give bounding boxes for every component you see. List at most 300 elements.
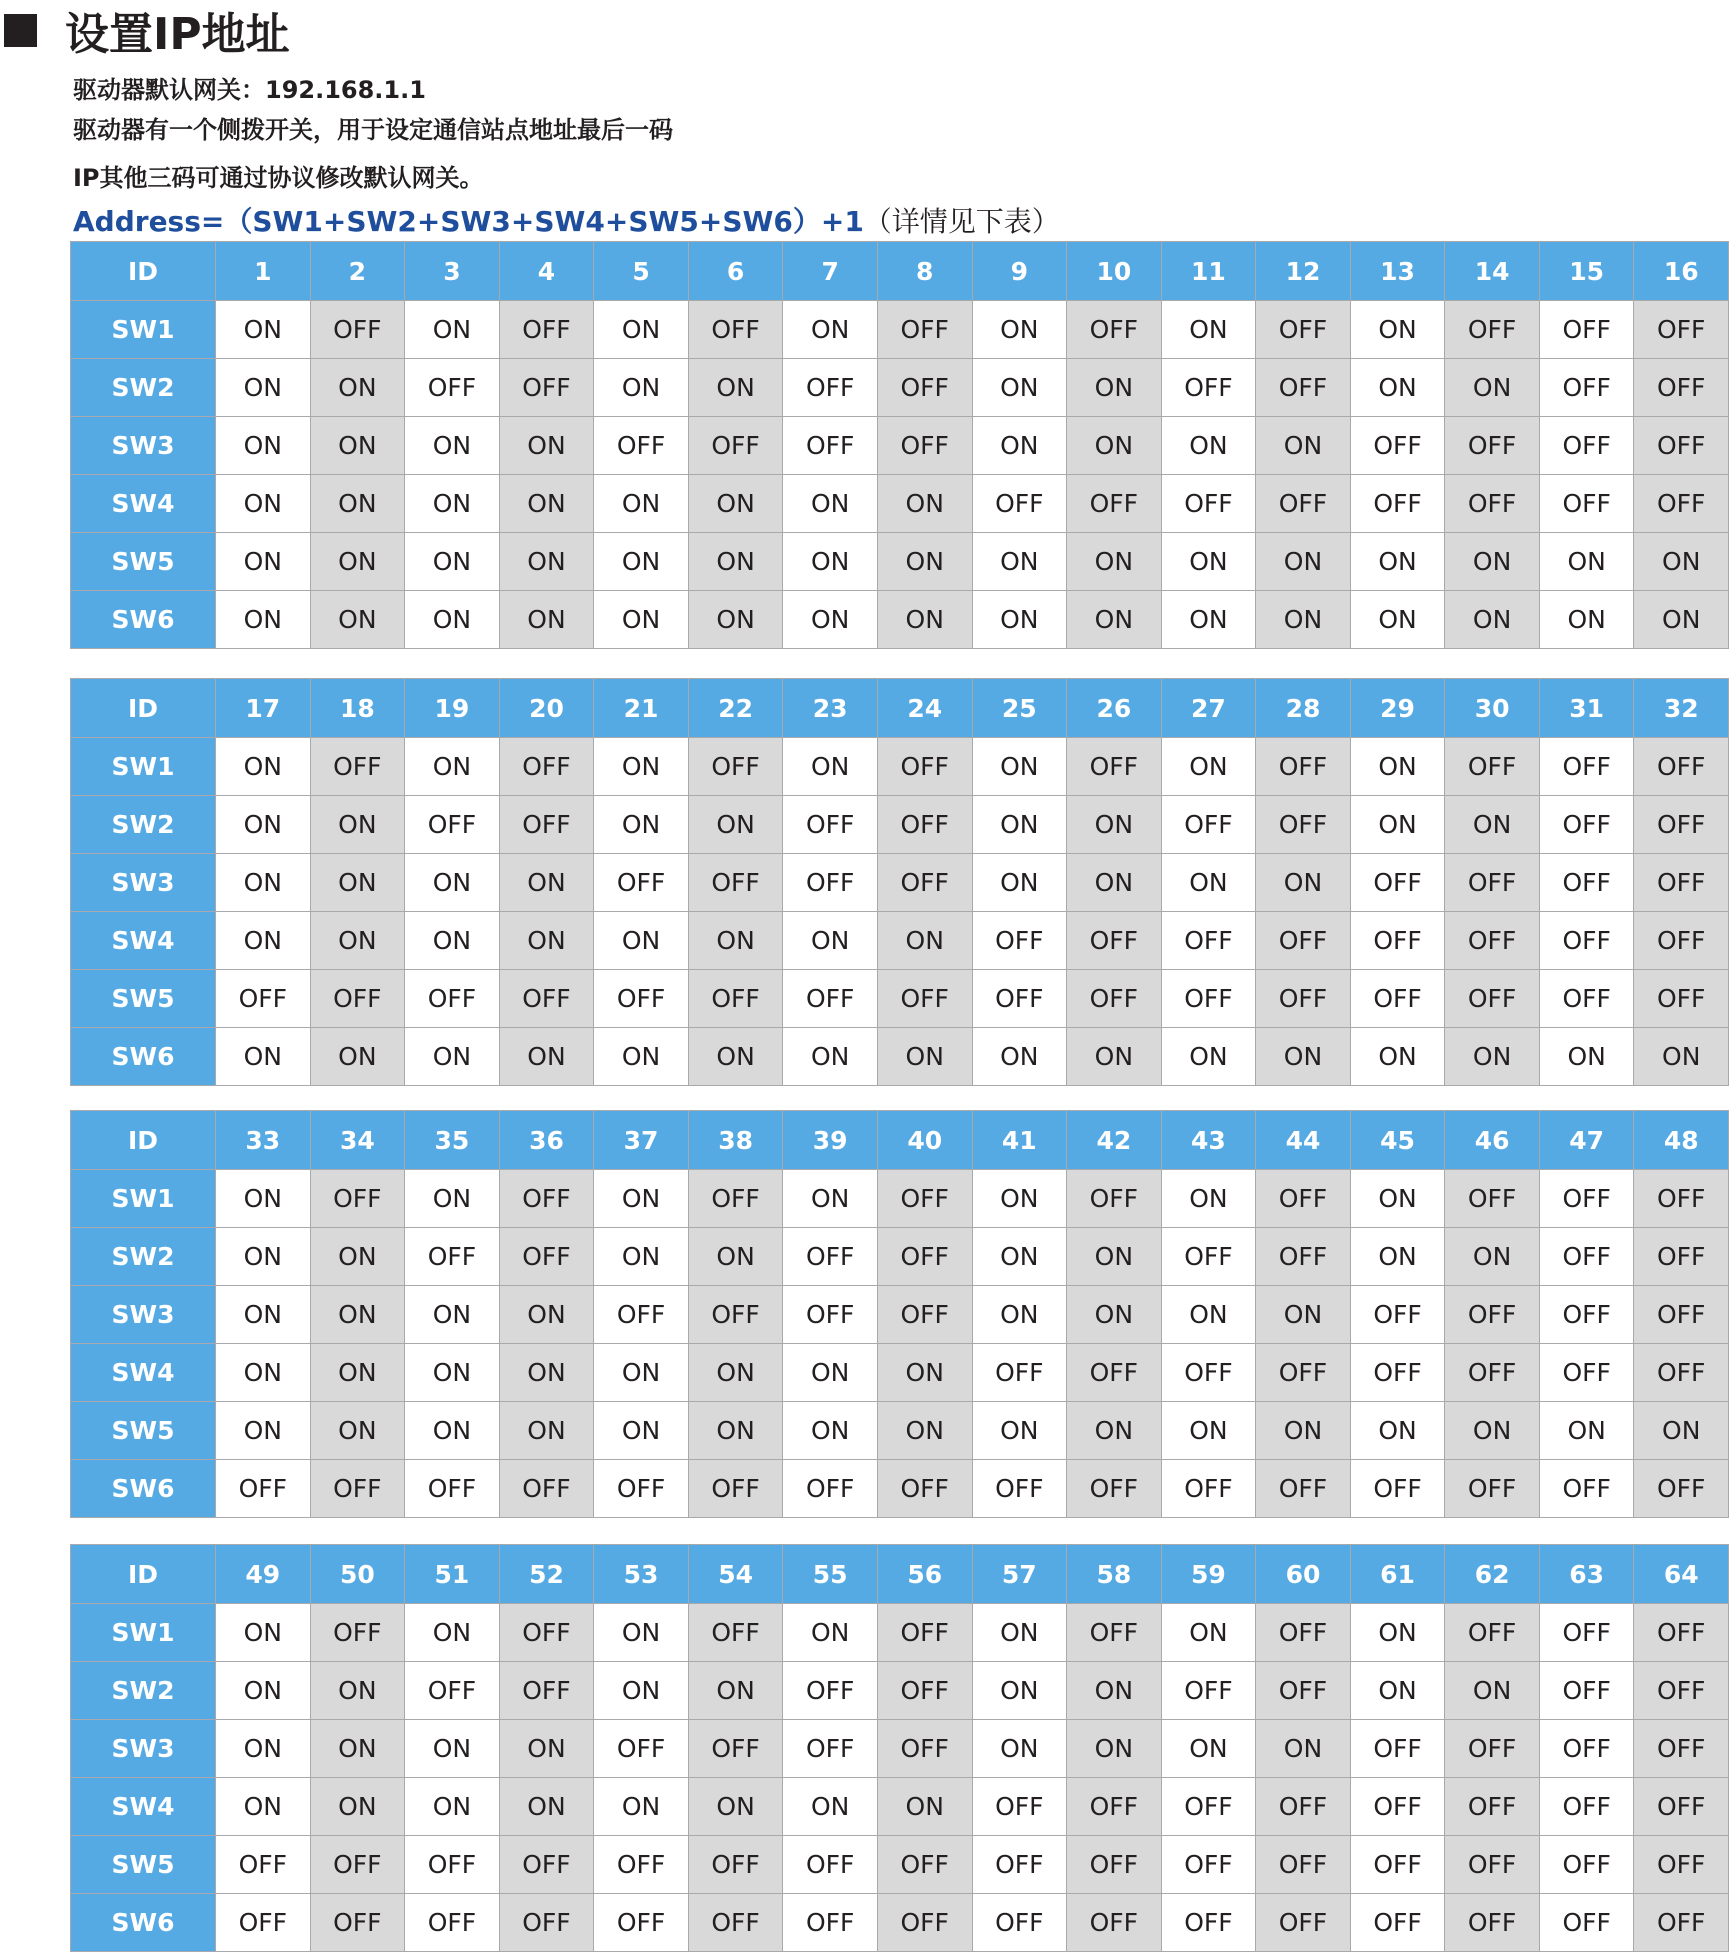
default-gateway-text: 驱动器默认网关：192.168.1.1 bbox=[73, 76, 426, 104]
switch-state-cell: OFF bbox=[1161, 1836, 1256, 1894]
table-row bbox=[71, 1720, 1729, 1778]
switch-state-cell: ON bbox=[216, 796, 311, 854]
switch-state-cell: OFF bbox=[783, 1894, 878, 1952]
switch-state-cell: ON bbox=[783, 1028, 878, 1086]
switch-state-cell: OFF bbox=[1539, 1778, 1634, 1836]
side-switch-description: 驱动器有一个侧拨开关，用于设定通信站点地址最后一码 bbox=[73, 116, 673, 144]
switch-state-cell: ON bbox=[688, 912, 783, 970]
table-row bbox=[71, 970, 1729, 1028]
address-formula-text: Address=（SW1+SW2+SW3+SW4+SW5+SW6）+1 bbox=[73, 205, 864, 238]
switch-state-cell: ON bbox=[1161, 301, 1256, 359]
switch-state-cell: OFF bbox=[1161, 1344, 1256, 1402]
switch-state-cell: OFF bbox=[877, 738, 972, 796]
switch-state-cell: ON bbox=[1161, 1028, 1256, 1086]
table-row bbox=[71, 1778, 1729, 1836]
switch-state-cell: ON bbox=[877, 1344, 972, 1402]
switch-state-cell: ON bbox=[310, 1778, 405, 1836]
switch-state-cell: OFF bbox=[972, 970, 1067, 1028]
switch-state-cell: ON bbox=[1067, 591, 1162, 649]
id-header-cell: 43 bbox=[1161, 1111, 1256, 1170]
switch-state-cell: ON bbox=[1067, 854, 1162, 912]
switch-state-cell: OFF bbox=[216, 1836, 311, 1894]
switch-state-cell: OFF bbox=[1539, 475, 1634, 533]
switch-state-cell: OFF bbox=[594, 1286, 689, 1344]
table-row bbox=[71, 912, 1729, 970]
switch-state-cell: ON bbox=[216, 417, 311, 475]
switch-state-cell: ON bbox=[405, 1286, 500, 1344]
id-header-cell: 9 bbox=[972, 242, 1067, 301]
switch-state-cell: ON bbox=[972, 359, 1067, 417]
switch-state-cell: ON bbox=[499, 591, 594, 649]
switch-state-cell: OFF bbox=[1445, 1344, 1540, 1402]
switch-state-cell: ON bbox=[1256, 1402, 1351, 1460]
address-formula bbox=[73, 200, 1060, 240]
switch-state-cell: OFF bbox=[1445, 1170, 1540, 1228]
switch-state-cell: OFF bbox=[783, 1286, 878, 1344]
switch-state-cell: ON bbox=[499, 1286, 594, 1344]
switch-state-cell: ON bbox=[1067, 1028, 1162, 1086]
id-header-cell: 17 bbox=[216, 679, 311, 738]
table-row bbox=[71, 1402, 1729, 1460]
switch-label: SW5 bbox=[71, 1402, 216, 1460]
switch-state-cell: ON bbox=[783, 738, 878, 796]
switch-state-cell: ON bbox=[310, 854, 405, 912]
switch-state-cell: OFF bbox=[499, 796, 594, 854]
switch-state-cell: OFF bbox=[783, 1662, 878, 1720]
switch-state-cell: OFF bbox=[310, 301, 405, 359]
id-header-cell: 3 bbox=[405, 242, 500, 301]
switch-state-cell: OFF bbox=[1445, 912, 1540, 970]
id-header-label: ID bbox=[71, 1545, 216, 1604]
switch-state-cell: ON bbox=[405, 533, 500, 591]
switch-label: SW2 bbox=[71, 796, 216, 854]
switch-state-cell: OFF bbox=[1634, 417, 1729, 475]
switch-state-cell: ON bbox=[972, 1170, 1067, 1228]
address-table-3 bbox=[70, 1110, 1729, 1518]
switch-state-cell: OFF bbox=[1539, 1720, 1634, 1778]
switch-state-cell: OFF bbox=[1350, 475, 1445, 533]
switch-state-cell: ON bbox=[216, 1344, 311, 1402]
switch-state-cell: OFF bbox=[1634, 912, 1729, 970]
switch-state-cell: OFF bbox=[783, 1836, 878, 1894]
id-header-cell: 57 bbox=[972, 1545, 1067, 1604]
switch-label: SW1 bbox=[71, 1170, 216, 1228]
switch-state-cell: ON bbox=[972, 1228, 1067, 1286]
id-header-cell: 60 bbox=[1256, 1545, 1351, 1604]
switch-state-cell: OFF bbox=[1161, 1894, 1256, 1952]
switch-state-cell: OFF bbox=[972, 1778, 1067, 1836]
switch-state-cell: ON bbox=[877, 912, 972, 970]
id-header-cell: 37 bbox=[594, 1111, 689, 1170]
switch-state-cell: OFF bbox=[1161, 1662, 1256, 1720]
switch-state-cell: OFF bbox=[1350, 912, 1445, 970]
switch-state-cell: ON bbox=[1350, 1170, 1445, 1228]
switch-state-cell: OFF bbox=[1539, 738, 1634, 796]
id-header-cell: 30 bbox=[1445, 679, 1540, 738]
switch-state-cell: ON bbox=[216, 1720, 311, 1778]
switch-state-cell: ON bbox=[405, 1028, 500, 1086]
switch-state-cell: ON bbox=[1634, 533, 1729, 591]
switch-state-cell: OFF bbox=[877, 1836, 972, 1894]
switch-state-cell: ON bbox=[499, 1028, 594, 1086]
id-header-cell: 64 bbox=[1634, 1545, 1729, 1604]
switch-state-cell: ON bbox=[310, 533, 405, 591]
switch-state-cell: ON bbox=[1067, 533, 1162, 591]
switch-state-cell: ON bbox=[405, 475, 500, 533]
switch-state-cell: OFF bbox=[877, 1228, 972, 1286]
switch-state-cell: ON bbox=[594, 533, 689, 591]
table-row bbox=[71, 1604, 1729, 1662]
switch-state-cell: OFF bbox=[1539, 359, 1634, 417]
switch-state-cell: OFF bbox=[877, 359, 972, 417]
switch-label: SW4 bbox=[71, 1344, 216, 1402]
switch-state-cell: OFF bbox=[1161, 475, 1256, 533]
switch-state-cell: ON bbox=[499, 1402, 594, 1460]
switch-state-cell: ON bbox=[783, 1344, 878, 1402]
switch-state-cell: ON bbox=[1539, 591, 1634, 649]
switch-state-cell: ON bbox=[972, 796, 1067, 854]
switch-state-cell: ON bbox=[1067, 1228, 1162, 1286]
switch-state-cell: OFF bbox=[877, 1286, 972, 1344]
switch-state-cell: ON bbox=[1161, 591, 1256, 649]
switch-state-cell: ON bbox=[1161, 1286, 1256, 1344]
switch-state-cell: OFF bbox=[594, 1720, 689, 1778]
switch-state-cell: OFF bbox=[1256, 1170, 1351, 1228]
switch-state-cell: ON bbox=[688, 533, 783, 591]
address-table-2 bbox=[70, 678, 1729, 1086]
switch-state-cell: OFF bbox=[405, 970, 500, 1028]
address-formula-note: （详情见下表） bbox=[863, 205, 1060, 238]
switch-state-cell: ON bbox=[499, 1344, 594, 1402]
switch-label: SW3 bbox=[71, 1286, 216, 1344]
switch-state-cell: ON bbox=[594, 1604, 689, 1662]
id-header-cell: 62 bbox=[1445, 1545, 1540, 1604]
switch-state-cell: OFF bbox=[499, 1894, 594, 1952]
switch-state-cell: ON bbox=[405, 301, 500, 359]
switch-state-cell: ON bbox=[1634, 1402, 1729, 1460]
switch-state-cell: OFF bbox=[1067, 1344, 1162, 1402]
id-header-cell: 40 bbox=[877, 1111, 972, 1170]
switch-state-cell: OFF bbox=[688, 970, 783, 1028]
switch-state-cell: OFF bbox=[877, 796, 972, 854]
switch-label: SW5 bbox=[71, 1836, 216, 1894]
switch-state-cell: OFF bbox=[1256, 359, 1351, 417]
switch-state-cell: OFF bbox=[1634, 1286, 1729, 1344]
switch-state-cell: OFF bbox=[1445, 1836, 1540, 1894]
switch-state-cell: OFF bbox=[405, 1228, 500, 1286]
switch-state-cell: OFF bbox=[1161, 1228, 1256, 1286]
switch-state-cell: ON bbox=[972, 533, 1067, 591]
ip-other-codes-description: IP其他三码可通过协议修改默认网关。 bbox=[73, 164, 484, 192]
switch-state-cell: OFF bbox=[1634, 1460, 1729, 1518]
switch-state-cell: OFF bbox=[1445, 417, 1540, 475]
switch-state-cell: OFF bbox=[1256, 475, 1351, 533]
switch-state-cell: OFF bbox=[1067, 301, 1162, 359]
switch-state-cell: OFF bbox=[1350, 1460, 1445, 1518]
switch-state-cell: OFF bbox=[688, 854, 783, 912]
switch-state-cell: OFF bbox=[1445, 1286, 1540, 1344]
switch-state-cell: ON bbox=[783, 1402, 878, 1460]
switch-state-cell: OFF bbox=[783, 970, 878, 1028]
switch-state-cell: ON bbox=[877, 475, 972, 533]
switch-state-cell: OFF bbox=[594, 417, 689, 475]
switch-label: SW3 bbox=[71, 1720, 216, 1778]
switch-state-cell: ON bbox=[310, 1286, 405, 1344]
switch-state-cell: OFF bbox=[1445, 301, 1540, 359]
switch-state-cell: OFF bbox=[1634, 1836, 1729, 1894]
table-row bbox=[71, 1170, 1729, 1228]
switch-state-cell: OFF bbox=[972, 1344, 1067, 1402]
switch-state-cell: OFF bbox=[1634, 796, 1729, 854]
id-header-cell: 39 bbox=[783, 1111, 878, 1170]
table-row bbox=[71, 591, 1729, 649]
switch-state-cell: OFF bbox=[405, 796, 500, 854]
switch-state-cell: ON bbox=[688, 1662, 783, 1720]
switch-state-cell: ON bbox=[688, 475, 783, 533]
id-header-cell: 11 bbox=[1161, 242, 1256, 301]
id-header-cell: 53 bbox=[594, 1545, 689, 1604]
switch-state-cell: OFF bbox=[1067, 1836, 1162, 1894]
switch-state-cell: OFF bbox=[688, 1286, 783, 1344]
switch-state-cell: ON bbox=[1445, 796, 1540, 854]
switch-state-cell: ON bbox=[594, 912, 689, 970]
switch-state-cell: ON bbox=[405, 738, 500, 796]
switch-state-cell: OFF bbox=[1634, 1344, 1729, 1402]
switch-label: SW5 bbox=[71, 533, 216, 591]
switch-state-cell: OFF bbox=[499, 1604, 594, 1662]
switch-state-cell: ON bbox=[594, 1402, 689, 1460]
switch-state-cell: ON bbox=[972, 738, 1067, 796]
switch-state-cell: ON bbox=[216, 854, 311, 912]
table-row bbox=[71, 1344, 1729, 1402]
switch-state-cell: OFF bbox=[1256, 738, 1351, 796]
switch-state-cell: OFF bbox=[783, 1720, 878, 1778]
switch-state-cell: ON bbox=[1445, 591, 1540, 649]
id-header-cell: 49 bbox=[216, 1545, 311, 1604]
switch-state-cell: ON bbox=[499, 475, 594, 533]
switch-state-cell: OFF bbox=[1161, 1778, 1256, 1836]
switch-state-cell: OFF bbox=[877, 417, 972, 475]
id-header-cell: 4 bbox=[499, 242, 594, 301]
switch-state-cell: OFF bbox=[1539, 1662, 1634, 1720]
switch-state-cell: ON bbox=[499, 417, 594, 475]
switch-state-cell: ON bbox=[877, 591, 972, 649]
switch-state-cell: OFF bbox=[310, 738, 405, 796]
table-header-row bbox=[71, 242, 1729, 301]
switch-state-cell: OFF bbox=[1256, 1604, 1351, 1662]
switch-state-cell: ON bbox=[405, 912, 500, 970]
switch-state-cell: OFF bbox=[1350, 417, 1445, 475]
id-header-cell: 2 bbox=[310, 242, 405, 301]
switch-state-cell: OFF bbox=[877, 1604, 972, 1662]
switch-state-cell: OFF bbox=[1634, 1170, 1729, 1228]
id-header-label: ID bbox=[71, 1111, 216, 1170]
switch-state-cell: ON bbox=[1161, 1604, 1256, 1662]
switch-state-cell: OFF bbox=[499, 1836, 594, 1894]
switch-state-cell: OFF bbox=[688, 1170, 783, 1228]
switch-state-cell: ON bbox=[499, 533, 594, 591]
switch-state-cell: ON bbox=[1161, 417, 1256, 475]
switch-state-cell: OFF bbox=[783, 854, 878, 912]
switch-state-cell: ON bbox=[1350, 738, 1445, 796]
switch-label: SW3 bbox=[71, 854, 216, 912]
switch-state-cell: OFF bbox=[877, 1170, 972, 1228]
switch-state-cell: OFF bbox=[594, 1460, 689, 1518]
switch-state-cell: OFF bbox=[1256, 912, 1351, 970]
id-header-cell: 13 bbox=[1350, 242, 1445, 301]
switch-state-cell: ON bbox=[1350, 1662, 1445, 1720]
id-header-cell: 52 bbox=[499, 1545, 594, 1604]
switch-label: SW6 bbox=[71, 1894, 216, 1952]
switch-state-cell: OFF bbox=[877, 1662, 972, 1720]
switch-state-cell: OFF bbox=[972, 1894, 1067, 1952]
switch-state-cell: OFF bbox=[1445, 1604, 1540, 1662]
id-header-cell: 38 bbox=[688, 1111, 783, 1170]
id-header-cell: 24 bbox=[877, 679, 972, 738]
switch-state-cell: OFF bbox=[1539, 1460, 1634, 1518]
switch-label: SW1 bbox=[71, 301, 216, 359]
switch-state-cell: ON bbox=[216, 1286, 311, 1344]
switch-state-cell: ON bbox=[216, 591, 311, 649]
square-bullet-icon bbox=[4, 14, 37, 47]
switch-state-cell: OFF bbox=[310, 1170, 405, 1228]
switch-state-cell: OFF bbox=[1445, 475, 1540, 533]
switch-state-cell: ON bbox=[310, 796, 405, 854]
switch-state-cell: OFF bbox=[1539, 1286, 1634, 1344]
switch-state-cell: OFF bbox=[1350, 970, 1445, 1028]
switch-state-cell: ON bbox=[1256, 1286, 1351, 1344]
id-header-cell: 31 bbox=[1539, 679, 1634, 738]
switch-state-cell: ON bbox=[405, 1344, 500, 1402]
switch-state-cell: ON bbox=[1634, 591, 1729, 649]
table-row bbox=[71, 301, 1729, 359]
switch-state-cell: ON bbox=[310, 591, 405, 649]
switch-state-cell: ON bbox=[1445, 1028, 1540, 1086]
id-header-cell: 42 bbox=[1067, 1111, 1162, 1170]
switch-state-cell: ON bbox=[972, 854, 1067, 912]
table-row bbox=[71, 1460, 1729, 1518]
switch-state-cell: OFF bbox=[1634, 475, 1729, 533]
switch-state-cell: OFF bbox=[1350, 1720, 1445, 1778]
switch-label: SW4 bbox=[71, 912, 216, 970]
switch-state-cell: OFF bbox=[1350, 1344, 1445, 1402]
switch-state-cell: OFF bbox=[310, 1460, 405, 1518]
switch-state-cell: OFF bbox=[216, 1460, 311, 1518]
table-header-row bbox=[71, 679, 1729, 738]
switch-state-cell: ON bbox=[972, 1720, 1067, 1778]
table-row bbox=[71, 417, 1729, 475]
switch-state-cell: OFF bbox=[499, 1460, 594, 1518]
switch-state-cell: OFF bbox=[877, 1894, 972, 1952]
switch-state-cell: OFF bbox=[972, 1836, 1067, 1894]
switch-state-cell: OFF bbox=[1350, 1894, 1445, 1952]
switch-state-cell: ON bbox=[1161, 854, 1256, 912]
table-row bbox=[71, 475, 1729, 533]
switch-state-cell: OFF bbox=[688, 1720, 783, 1778]
switch-state-cell: ON bbox=[1256, 533, 1351, 591]
switch-state-cell: OFF bbox=[1161, 796, 1256, 854]
switch-state-cell: OFF bbox=[405, 1894, 500, 1952]
switch-label: SW1 bbox=[71, 738, 216, 796]
switch-state-cell: ON bbox=[972, 1604, 1067, 1662]
switch-state-cell: ON bbox=[594, 591, 689, 649]
switch-state-cell: OFF bbox=[1067, 1778, 1162, 1836]
switch-state-cell: OFF bbox=[594, 970, 689, 1028]
switch-state-cell: ON bbox=[594, 359, 689, 417]
switch-label: SW4 bbox=[71, 475, 216, 533]
id-header-cell: 41 bbox=[972, 1111, 1067, 1170]
switch-label: SW6 bbox=[71, 1028, 216, 1086]
switch-state-cell: OFF bbox=[594, 854, 689, 912]
switch-state-cell: ON bbox=[1445, 1228, 1540, 1286]
switch-state-cell: OFF bbox=[1445, 1894, 1540, 1952]
switch-state-cell: OFF bbox=[1256, 1836, 1351, 1894]
switch-label: SW5 bbox=[71, 970, 216, 1028]
switch-state-cell: ON bbox=[216, 1402, 311, 1460]
id-header-cell: 35 bbox=[405, 1111, 500, 1170]
id-header-cell: 61 bbox=[1350, 1545, 1445, 1604]
switch-state-cell: OFF bbox=[783, 1460, 878, 1518]
switch-state-cell: OFF bbox=[688, 738, 783, 796]
switch-state-cell: OFF bbox=[499, 1662, 594, 1720]
switch-state-cell: OFF bbox=[1067, 1460, 1162, 1518]
switch-state-cell: OFF bbox=[688, 1894, 783, 1952]
switch-state-cell: OFF bbox=[1634, 854, 1729, 912]
switch-state-cell: OFF bbox=[877, 1720, 972, 1778]
switch-state-cell: OFF bbox=[1539, 796, 1634, 854]
id-header-cell: 26 bbox=[1067, 679, 1162, 738]
id-header-cell: 33 bbox=[216, 1111, 311, 1170]
id-header-cell: 22 bbox=[688, 679, 783, 738]
switch-state-cell: OFF bbox=[1634, 1604, 1729, 1662]
id-header-cell: 6 bbox=[688, 242, 783, 301]
switch-state-cell: OFF bbox=[1256, 970, 1351, 1028]
switch-state-cell: ON bbox=[499, 1720, 594, 1778]
switch-state-cell: OFF bbox=[1539, 1836, 1634, 1894]
switch-state-cell: ON bbox=[405, 1402, 500, 1460]
switch-state-cell: OFF bbox=[1256, 1778, 1351, 1836]
switch-state-cell: ON bbox=[1161, 533, 1256, 591]
switch-label: SW1 bbox=[71, 1604, 216, 1662]
switch-state-cell: ON bbox=[405, 591, 500, 649]
switch-state-cell: ON bbox=[310, 417, 405, 475]
switch-state-cell: ON bbox=[310, 475, 405, 533]
switch-state-cell: OFF bbox=[310, 1836, 405, 1894]
switch-state-cell: OFF bbox=[783, 359, 878, 417]
switch-state-cell: OFF bbox=[1256, 1894, 1351, 1952]
id-header-cell: 18 bbox=[310, 679, 405, 738]
id-header-cell: 47 bbox=[1539, 1111, 1634, 1170]
switch-state-cell: OFF bbox=[1539, 1170, 1634, 1228]
switch-state-cell: OFF bbox=[972, 475, 1067, 533]
switch-state-cell: ON bbox=[499, 854, 594, 912]
switch-state-cell: ON bbox=[594, 1344, 689, 1402]
switch-state-cell: OFF bbox=[310, 1894, 405, 1952]
switch-state-cell: ON bbox=[405, 1778, 500, 1836]
switch-state-cell: ON bbox=[1067, 1720, 1162, 1778]
switch-state-cell: OFF bbox=[1445, 1778, 1540, 1836]
switch-state-cell: ON bbox=[1067, 796, 1162, 854]
switch-state-cell: OFF bbox=[216, 970, 311, 1028]
id-header-cell: 56 bbox=[877, 1545, 972, 1604]
switch-state-cell: ON bbox=[1256, 417, 1351, 475]
switch-state-cell: ON bbox=[972, 417, 1067, 475]
switch-state-cell: OFF bbox=[1256, 301, 1351, 359]
switch-state-cell: ON bbox=[972, 1286, 1067, 1344]
switch-state-cell: ON bbox=[1161, 738, 1256, 796]
switch-state-cell: OFF bbox=[1256, 796, 1351, 854]
switch-state-cell: ON bbox=[499, 1778, 594, 1836]
